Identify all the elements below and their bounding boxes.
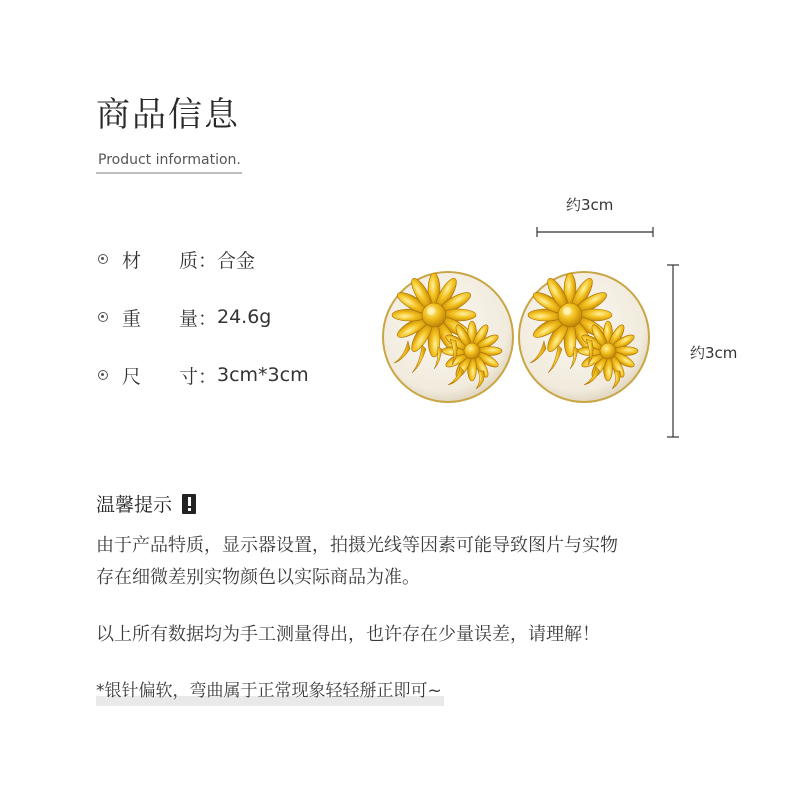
height-dimension-line (664, 262, 682, 440)
spec-value: 24.6g (217, 306, 272, 328)
notice-title-text: 温馨提示 (96, 494, 173, 516)
earring-right (518, 271, 650, 403)
notice-paragraph-line: 存在细微差别实物颜色以实际商品为准。 (96, 567, 420, 588)
spec-row-size (98, 360, 309, 390)
bullet-icon (98, 312, 108, 322)
bullet-icon (98, 254, 108, 264)
notice-title (96, 490, 196, 517)
exclamation-icon (182, 494, 196, 514)
height-dimension-label: 约3cm (690, 344, 738, 362)
notice-paragraph-line: 由于产品特质，显示器设置，拍摄光线等因素可能导致图片与实物 (96, 535, 618, 556)
spec-label: 材 质： (122, 249, 218, 272)
notice-footnote: *银针偏软，弯曲属于正常现象轻轻掰正即可~ (96, 681, 442, 701)
spec-label: 尺 寸： (122, 365, 218, 388)
earring-left (382, 271, 514, 403)
bullet-icon (98, 370, 108, 380)
spec-row-weight (98, 302, 271, 332)
spec-value: 3cm*3cm (217, 364, 309, 386)
spec-label: 重 量： (122, 307, 218, 330)
spec-row-material (98, 244, 255, 274)
width-dimension-label: 约3cm (566, 196, 614, 214)
product-earrings-image (378, 262, 658, 412)
page-subtitle: Product information. (98, 152, 241, 168)
width-dimension-line (534, 224, 656, 240)
spec-value: 合金 (217, 249, 256, 272)
title-underline (96, 172, 242, 174)
page-title: 商品信息 (96, 95, 240, 135)
notice-paragraph-measurement: 以上所有数据均为手工测量得出，也许存在少量误差，请理解！ (96, 624, 600, 645)
